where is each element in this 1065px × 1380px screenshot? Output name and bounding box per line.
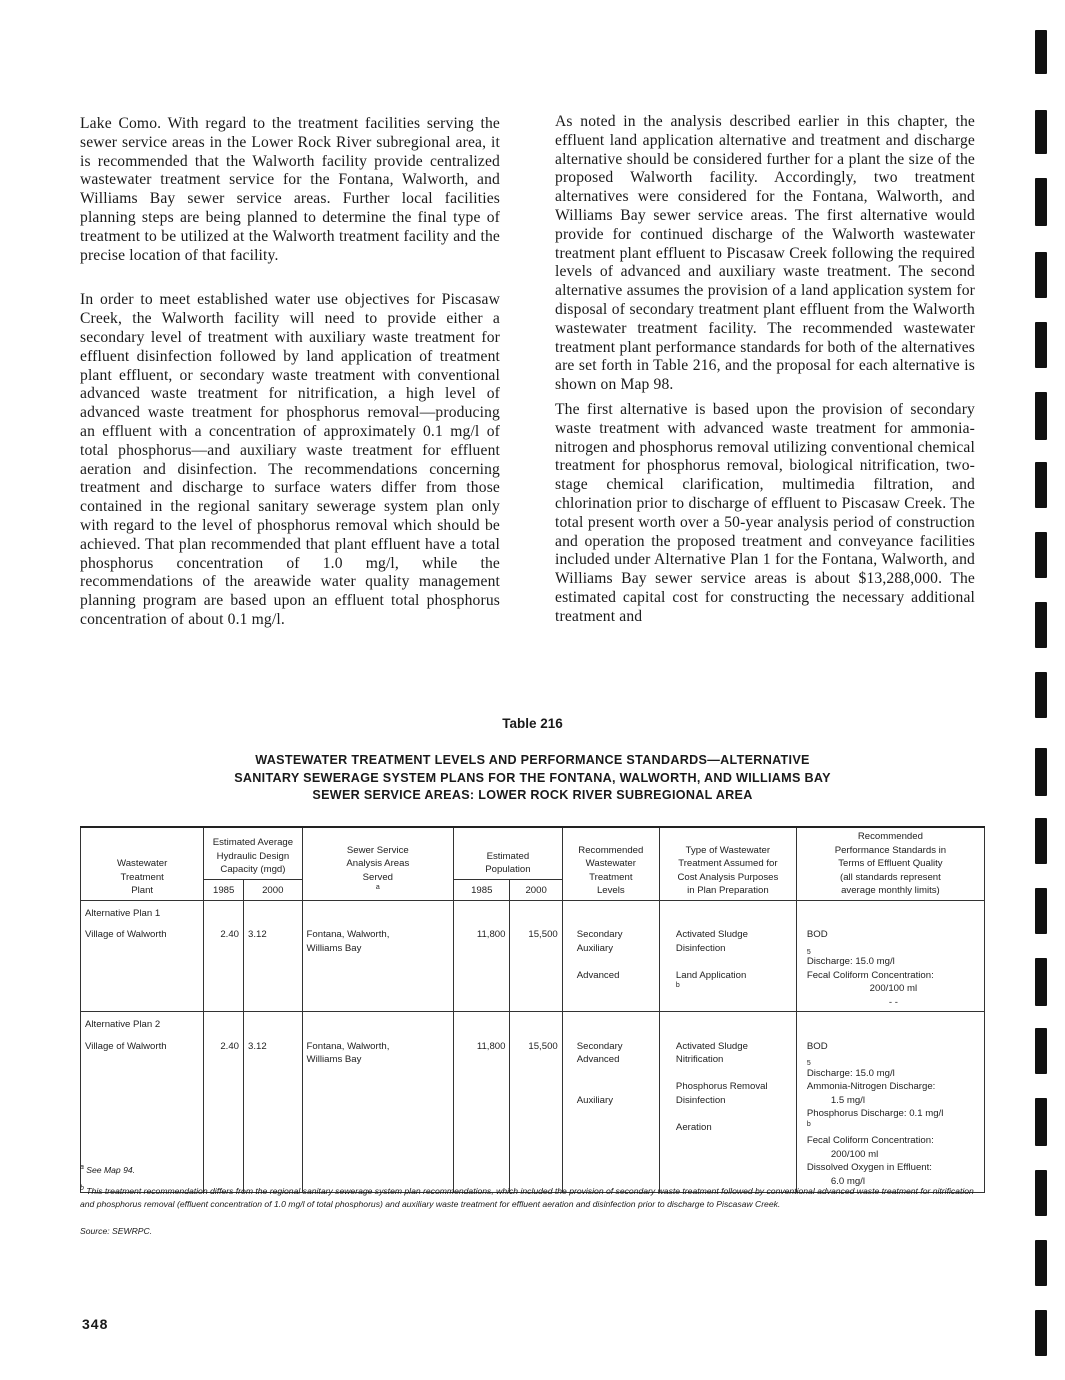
edge-mark — [1035, 1240, 1047, 1286]
edge-mark — [1035, 958, 1047, 1006]
edge-mark — [1035, 672, 1047, 718]
header-capacity: Estimated Average Hydraulic Design Capacity (mgd) — [204, 827, 302, 879]
paragraph: The first alternative is based upon the provision of secondary waste treatment with advanced waste treatment for ammonia-nitrogen and phosphorus removal utilizing conventional chemical treatment for phosphorus removal, biological nitrification, two-stage chemical clarification, multimedia filtration, and chlorination prior to discharge of effluent to Piscasaw Creek. The total present worth over a 50-year analysis period of construction and operation the proposed treatment and conveyance facilities included under Alternative Plan 1 for the Fontana, Walworth, and Williams Bay sewer service areas is about $13,288,000. The estimated capital cost for constructing the necessary additional treatment and — [555, 400, 975, 625]
edge-mark — [1035, 252, 1047, 298]
footnotes — [80, 1164, 990, 1238]
edge-mark — [1035, 110, 1047, 154]
edge-mark — [1035, 462, 1047, 508]
capacity-2000: 3.12 — [244, 922, 303, 1012]
header-levels: Recommended Wastewater Treatment Levels — [562, 827, 659, 900]
plan-label: Alternative Plan 2 — [81, 1012, 204, 1034]
header-standards: Recommended Performance Standards in Terms of Effluent Quality (all standards represent average monthly limits) — [796, 827, 984, 900]
treatment-type: Activated Sludge Nitrification Phosphorus Removal Disinfection Aeration — [659, 1034, 796, 1193]
edge-mark — [1035, 178, 1047, 226]
table-title — [150, 752, 915, 805]
page-number: 348 — [82, 1316, 109, 1332]
edge-mark — [1035, 30, 1047, 74]
population-2000: 15,500 — [510, 1034, 562, 1193]
capacity-1985: 2.40 — [204, 922, 244, 1012]
treatment-levels: Secondary Auxiliary Advanced — [562, 922, 659, 1012]
paragraph: In order to meet established water use objectives for Piscasaw Creek, the Walworth facility will need to provide either a secondary level of treatment with auxiliary waste treatment for effluent disinfection followed by land application of treatment plant effluent, or secondary waste treatment with conventional advanced waste treatment for nitrification, a high level of advanced waste treatment for phosphorus removal—producing an effluent with a concentration of approximately 0.1 mg/l of total phosphorus—and auxiliary waste treatment for effluent aeration and disinfection. The recommendations concerning treatment and discharge to surface waters differ from those contained in the regional sanitary sewerage system plan only with regard to the level of phosphorus removal which should be achieved. That plan recommended that plant effluent have a total phosphorus concentration of 1.0 mg/l, while the recommendations of the areawide water quality management planning program are based upon an effluent total phosphorus concentration of about 0.1 mg/l. — [80, 291, 500, 628]
data-table — [80, 826, 985, 1193]
table-title-line: SANITARY SEWERAGE SYSTEM PLANS FOR THE FONTANA, WALWORTH, AND WILLIAMS BAY — [234, 770, 831, 785]
performance-standards: BOD $_5$ Discharge: 15.0 mg/l Ammonia-Nitrogen Discharge: 1.5 mg/l Phosphorus Discharge: 0.1 mg/l $^b$ Fecal Coliform Concentration: 200/100 ml Dissolved Oxygen in Effluent: 6.0 mg/l — [796, 1034, 984, 1193]
table-title-line: SEWER SERVICE AREAS: LOWER ROCK RIVER SUBREGIONAL AREA — [312, 788, 753, 802]
edge-mark — [1035, 818, 1047, 864]
edge-mark — [1035, 322, 1047, 368]
paragraph: Lake Como. With regard to the treatment facilities serving the sewer service areas in the Lower Rock River subregional area, it is recommended that the Walworth facility provide centralized wastewater treatment service for the Fontana, Walworth, and Williams Bay sewer service areas. Further local facilities planning steps are being planned to determine the final type of treatment to be utilized at the Walworth treatment facility and the precise location of that facility. — [80, 115, 500, 264]
plan-label: Alternative Plan 1 — [81, 900, 204, 922]
header-year: 1985 — [454, 879, 510, 900]
edge-mark — [1035, 888, 1047, 934]
capacity-1985: 2.40 — [204, 1034, 244, 1193]
footnote-b: $^b$ This treatment recommendation differs from the regional sanitary sewerage system plan recommendations, which included the provision of secondary waste treatment followed by conventional advanced waste treatment for nitrification and phosphorus removal (effluent concentration of 1.0 mg/l of total phosphorus) and auxiliary waste treatment for effluent aeration and disinfection prior to discharge to Piscasaw Creek. — [80, 1185, 974, 1209]
left-column — [80, 115, 500, 630]
plant-name: Village of Walworth — [81, 922, 204, 1012]
table-row — [81, 922, 985, 1012]
population-1985: 11,800 — [454, 922, 510, 1012]
edge-mark — [1035, 748, 1047, 796]
header-year: 1985 — [204, 879, 244, 900]
header-areas: Sewer Service Analysis Areas Served $^a$ — [302, 827, 454, 900]
header-plant: Wastewater Treatment Plant — [81, 827, 204, 900]
paragraph: As noted in the analysis described earlier in this chapter, the effluent land application alternative and treatment and discharge alternative should be considered further for a plant the size of the proposed Walworth facility. Accordingly, two treatment alternatives were considered for the Fontana, Walworth, and Williams Bay sewer service areas. The first alternative would provide for continued discharge of the Walworth wastewater treatment plant effluent to Piscasaw Creek following the required levels of advanced and auxiliary waste treatment. The second alternative assumes the provision of a land application system for disposal of secondary treatment plant effluent from the Walworth wastewater treatment facility. The recommended wastewater treatment plant performance standards for both of the alternatives are set forth in Table 216, and the proposal for each alternative is shown on Map 98. — [555, 113, 975, 394]
population-2000: 15,500 — [510, 922, 562, 1012]
header-year: 2000 — [244, 879, 303, 900]
table-title-line: WASTEWATER TREATMENT LEVELS AND PERFORMANCE STANDARDS—ALTERNATIVE — [255, 753, 810, 767]
right-column — [555, 113, 975, 627]
capacity-2000: 3.12 — [244, 1034, 303, 1193]
plant-name: Village of Walworth — [81, 1034, 204, 1193]
edge-mark — [1035, 1028, 1047, 1074]
service-areas: Fontana, Walworth, Williams Bay — [302, 922, 454, 1012]
population-1985: 11,800 — [454, 1034, 510, 1193]
header-population: Estimated Population — [454, 827, 563, 879]
footnote-a: $^a$ See Map 94. — [80, 1164, 136, 1175]
edge-mark — [1035, 1310, 1047, 1356]
table-row — [81, 1012, 985, 1034]
treatment-levels: Secondary Advanced Auxiliary — [562, 1034, 659, 1193]
edge-mark — [1035, 1170, 1047, 1216]
source-note: Source: SEWRPC. — [80, 1226, 153, 1236]
treatment-type: Activated Sludge Disinfection Land Application $^b$ — [659, 922, 796, 1012]
table-row — [81, 900, 985, 922]
header-year: 2000 — [510, 879, 562, 900]
edge-mark — [1035, 532, 1047, 578]
header-type: Type of Wastewater Treatment Assumed for Cost Analysis Purposes in Plan Preparation — [659, 827, 796, 900]
performance-standards: BOD $_5$ Discharge: 15.0 mg/l Fecal Coliform Concentration: 200/100 ml - - — [796, 922, 984, 1012]
edge-mark — [1035, 1098, 1047, 1146]
edge-mark — [1035, 392, 1047, 440]
edge-mark — [1035, 602, 1047, 648]
service-areas: Fontana, Walworth, Williams Bay — [302, 1034, 454, 1193]
table-number: Table 216 — [502, 716, 563, 731]
